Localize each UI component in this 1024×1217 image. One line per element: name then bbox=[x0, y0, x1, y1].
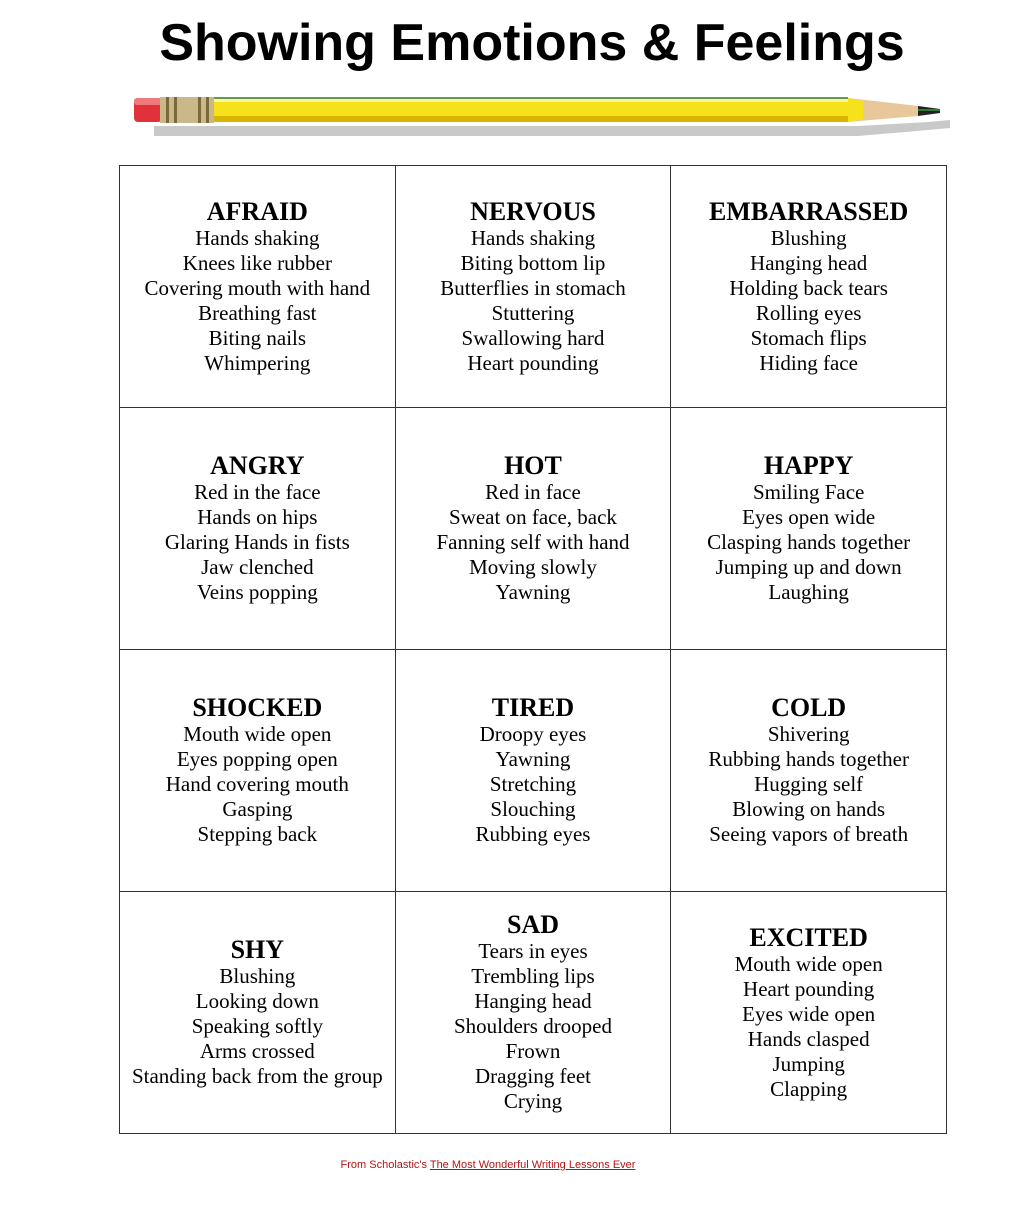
source-credit bbox=[0, 1159, 976, 1171]
behavior-list bbox=[671, 722, 946, 847]
behavior-list bbox=[120, 722, 395, 847]
behavior-item: Biting nails bbox=[208, 325, 307, 350]
behavior-item: Stretching bbox=[489, 772, 577, 796]
behavior-item: Breathing fast bbox=[198, 300, 317, 325]
behavior-item: Clasping hands together bbox=[707, 530, 911, 554]
emotion-cell-sad bbox=[395, 892, 671, 1134]
behavior-item: Jumping bbox=[772, 1051, 845, 1076]
page-title: Showing Emotions & Feelings bbox=[159, 14, 905, 72]
behavior-item: Eyes popping open bbox=[176, 747, 338, 771]
behavior-list bbox=[120, 480, 395, 605]
emotion-cell-angry bbox=[120, 408, 396, 650]
emotion-cell-nervous bbox=[395, 166, 671, 408]
behavior-item: Biting bottom lip bbox=[460, 250, 606, 275]
table-row bbox=[120, 650, 947, 892]
emotion-heading: SHOCKED bbox=[192, 693, 323, 722]
emotion-cell-shocked bbox=[120, 650, 396, 892]
behavior-list bbox=[671, 226, 946, 376]
emotion-cell-cold bbox=[671, 650, 947, 892]
source-credit-prefix: From Scholastic's bbox=[340, 1159, 427, 1171]
emotion-heading: ANGRY bbox=[210, 451, 305, 480]
behavior-list bbox=[396, 226, 671, 376]
behavior-item: Hands shaking bbox=[195, 225, 320, 250]
behavior-item: Hand covering mouth bbox=[165, 772, 349, 796]
behavior-item: Hands shaking bbox=[470, 225, 596, 250]
behavior-item: Red in face bbox=[485, 480, 581, 504]
behavior-item: Blushing bbox=[770, 225, 847, 250]
behavior-item: Shivering bbox=[767, 722, 850, 746]
emotion-heading: HOT bbox=[504, 451, 562, 480]
emotions-table bbox=[119, 165, 947, 1134]
behavior-item: Frown bbox=[505, 1039, 561, 1063]
emotion-heading: EXCITED bbox=[749, 922, 868, 952]
behavior-item: Hanging head bbox=[474, 989, 592, 1013]
behavior-item: Red in the face bbox=[194, 480, 321, 504]
behavior-list bbox=[396, 722, 671, 847]
behavior-item: Blushing bbox=[219, 964, 296, 988]
behavior-item: Jaw clenched bbox=[201, 555, 314, 579]
table-row bbox=[120, 892, 947, 1134]
behavior-list bbox=[396, 939, 671, 1114]
behavior-item: Butterflies in stomach bbox=[440, 275, 626, 300]
behavior-list bbox=[671, 480, 946, 605]
emotion-heading: SHY bbox=[230, 935, 285, 964]
behavior-item: Eyes open wide bbox=[742, 505, 876, 529]
behavior-item: Standing back from the group bbox=[131, 1064, 383, 1088]
behavior-item: Jumping up and down bbox=[715, 555, 902, 579]
behavior-item: Covering mouth with hand bbox=[144, 275, 371, 300]
behavior-item: Rubbing eyes bbox=[475, 822, 591, 846]
behavior-item: Glaring Hands in fists bbox=[164, 530, 350, 554]
behavior-item: Seeing vapors of breath bbox=[709, 822, 909, 846]
behavior-item: Slouching bbox=[490, 797, 576, 821]
emotion-heading: COLD bbox=[771, 693, 847, 722]
behavior-item: Tears in eyes bbox=[478, 939, 588, 963]
behavior-item: Heart pounding bbox=[743, 976, 875, 1001]
behavior-item: Eyes wide open bbox=[742, 1001, 876, 1026]
behavior-item: Holding back tears bbox=[729, 275, 888, 300]
behavior-item: Hands on hips bbox=[197, 505, 318, 529]
behavior-list bbox=[120, 964, 395, 1089]
behavior-item: Heart pounding bbox=[467, 350, 599, 375]
behavior-item: Droopy eyes bbox=[479, 722, 587, 746]
emotion-heading: AFRAID bbox=[206, 196, 308, 226]
behavior-item: Speaking softly bbox=[191, 1014, 323, 1038]
behavior-item: Hands clasped bbox=[747, 1026, 870, 1051]
emotion-cell-embarrassed bbox=[671, 166, 947, 408]
behavior-list bbox=[120, 226, 395, 376]
table-row bbox=[120, 408, 947, 650]
behavior-item: Stomach flips bbox=[750, 325, 867, 350]
behavior-item: Stuttering bbox=[491, 300, 575, 325]
behavior-item: Dragging feet bbox=[474, 1064, 591, 1088]
emotion-cell-tired bbox=[395, 650, 671, 892]
behavior-item: Hugging self bbox=[754, 772, 864, 796]
behavior-item: Looking down bbox=[195, 989, 319, 1013]
behavior-item: Arms crossed bbox=[199, 1039, 315, 1063]
behavior-item: Mouth wide open bbox=[734, 951, 883, 976]
behavior-item: Stepping back bbox=[197, 822, 318, 846]
behavior-item: Yawning bbox=[495, 580, 571, 604]
behavior-item: Clapping bbox=[770, 1076, 848, 1101]
behavior-item: Shoulders drooped bbox=[453, 1014, 613, 1038]
behavior-item: Smiling Face bbox=[752, 480, 865, 504]
emotion-cell-afraid bbox=[120, 166, 396, 408]
emotion-heading: HAPPY bbox=[763, 451, 854, 480]
behavior-item: Whimpering bbox=[204, 350, 311, 375]
behavior-item: Knees like rubber bbox=[182, 250, 332, 275]
behavior-item: Veins popping bbox=[196, 580, 318, 604]
emotion-cell-happy bbox=[671, 408, 947, 650]
behavior-item: Fanning self with hand bbox=[436, 530, 630, 554]
emotion-heading: SAD bbox=[506, 910, 559, 939]
behavior-item: Blowing on hands bbox=[732, 797, 886, 821]
behavior-item: Crying bbox=[503, 1089, 563, 1113]
behavior-list bbox=[671, 952, 946, 1102]
source-book-link[interactable]: The Most Wonderful Writing Lessons Ever bbox=[429, 1159, 636, 1171]
behavior-item: Laughing bbox=[768, 580, 849, 604]
pencil-icon bbox=[128, 88, 958, 144]
emotion-cell-hot bbox=[395, 408, 671, 650]
behavior-item: Hanging head bbox=[750, 250, 868, 275]
behavior-list bbox=[396, 480, 671, 605]
behavior-item: Gasping bbox=[222, 797, 293, 821]
behavior-item: Trembling lips bbox=[471, 964, 595, 988]
behavior-item: Mouth wide open bbox=[183, 722, 332, 746]
behavior-item: Swallowing hard bbox=[461, 325, 605, 350]
emotion-cell-shy bbox=[120, 892, 396, 1134]
table-row bbox=[120, 166, 947, 408]
behavior-item: Sweat on face, back bbox=[449, 505, 617, 529]
emotion-heading: TIRED bbox=[491, 693, 575, 722]
behavior-item: Rubbing hands together bbox=[708, 747, 909, 771]
behavior-item: Hiding face bbox=[759, 350, 858, 375]
emotion-cell-excited bbox=[671, 892, 947, 1134]
behavior-item: Rolling eyes bbox=[755, 300, 862, 325]
behavior-item: Yawning bbox=[495, 747, 571, 771]
emotion-heading: EMBARRASSED bbox=[708, 196, 909, 226]
behavior-item: Moving slowly bbox=[469, 555, 597, 579]
emotion-heading: NERVOUS bbox=[470, 196, 596, 226]
